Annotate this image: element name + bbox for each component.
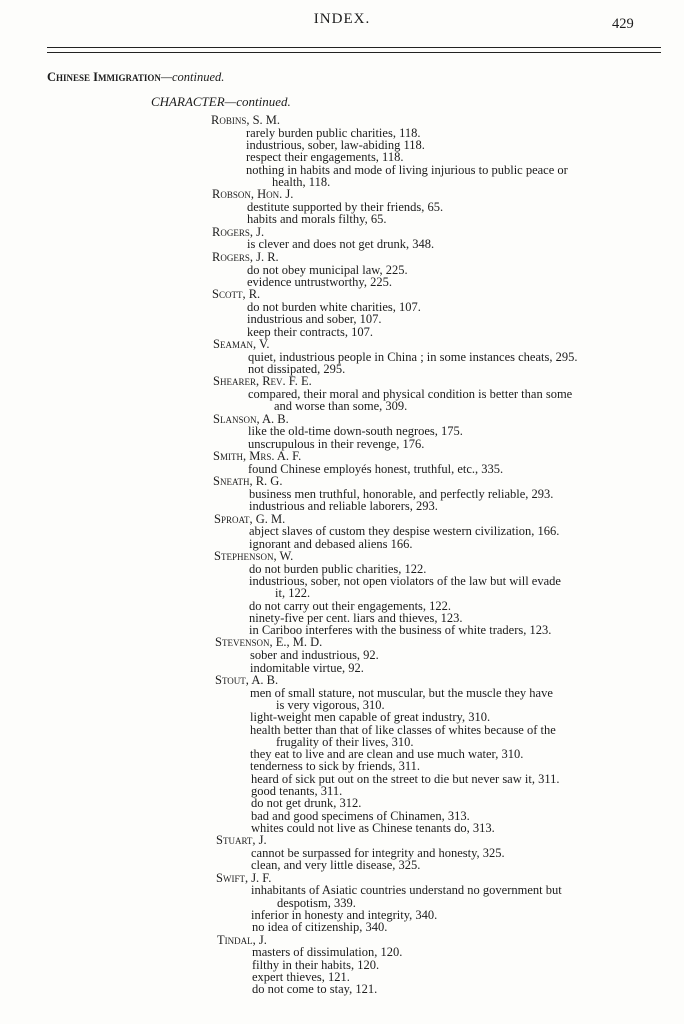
subitem-text: filthy in their habits, 120. [252,957,380,972]
entry-subitem [0,164,684,189]
entry-name: Robson, Hon. J. [212,187,294,202]
subitem-text: tenderness to sick by friends, 311. [250,759,420,774]
subitem-text: ninety-five per cent. liars and thieves, 123. [249,610,463,625]
entry-subitem [0,983,684,995]
subitem-text: inferior in honesty and integrity, 340. [251,908,438,922]
subitem-text: industrious and sober, 107. [247,312,382,327]
subsection-heading [151,94,291,110]
entry-subitem [0,859,684,871]
entry-name: Smith, Mrs. A. F. [213,449,302,464]
subitem-text: evidence untrustworthy, 225. [247,274,392,289]
entry-subitem [0,276,684,288]
index-entries [0,114,684,996]
header-rule-top [47,47,661,48]
subitem-text: health better than that of like classes of whites because of the [250,722,556,737]
subitem-text: ignorant and debased aliens 166. [249,536,413,551]
entry-subitem [0,500,684,512]
subitem-continuation: is very vigorous, 310. [276,697,385,712]
index-entry [0,226,684,251]
entry-name: Sneath, R. G. [213,474,283,489]
page-number: 429 [612,16,634,32]
entry-subitem [0,438,684,450]
entry-name: Stuart, J. [216,833,267,848]
entry-subitem [0,213,684,225]
section-title: Chinese Immigration [47,70,161,84]
entry-subitem [0,624,684,636]
subitem-text: cannot be surpassed for integrity and honesty, 325. [251,846,505,861]
entry-subitem [0,884,684,909]
index-entry [0,834,684,871]
index-entry [0,288,684,338]
subitem-text: no idea of citizenship, 340. [252,920,388,935]
entry-subitem [0,687,684,712]
entry-subitem [0,538,684,550]
subitem-text: men of small stature, not muscular, but the muscle they have [250,685,553,700]
subitem-text: do not come to stay, 121. [252,982,378,997]
index-entry [0,636,684,673]
subitem-text: found Chinese employés honest, truthful, etc., 335. [248,461,504,476]
running-head: INDEX. [313,11,371,27]
entry-name: Sproat, G. M. [214,511,286,526]
subitem-continuation: it, 122. [275,586,311,601]
entry-name: Stout, A. B. [215,672,279,687]
entry-name: Seaman, V. [213,336,270,351]
entry-name: Rogers, J. [212,224,265,239]
subitem-text: rarely burden public charities, 118. [246,125,421,140]
entry-subitem [0,463,684,475]
subitem-text: industrious and reliable laborers, 293. [249,499,438,514]
subitem-text: masters of dissimulation, 120. [252,945,403,960]
subitem-text: whites could not live as Chinese tenants do, 313. [251,820,495,835]
subitem-continuation: frugality of their lives, 310. [276,734,414,749]
subitem-text: unscrupulous in their revenge, 176. [248,436,425,451]
entry-subitem [0,662,684,674]
entry-subitem [0,388,684,413]
entry-name: Stephenson, W. [214,548,294,563]
subitem-text: quiet, industrious people in China ; in some instances cheats, 295. [248,349,578,364]
entry-name: Shearer, Rev. F. E. [213,374,312,389]
subitem-text: nothing in habits and mode of living injurious to public peace or [246,162,568,177]
entry-name: Tindal, J. [217,932,267,947]
subitem-text: do not get drunk, 312. [251,796,362,811]
index-entry [0,934,684,996]
entry-subitem [0,326,684,338]
index-entry [0,450,684,475]
index-entry [0,475,684,512]
subitem-text: abject slaves of custom they despise western civilization, 166. [249,524,560,539]
subitem-text: light-weight men capable of great industry, 310. [250,710,491,725]
subitem-text: clean, and very little disease, 325. [251,858,421,873]
index-entry [0,188,684,225]
subitem-text: expert thieves, 121. [252,969,350,984]
subitem-text: do not burden public charities, 122. [249,561,427,576]
index-entry [0,251,684,288]
subitem-text: inhabitants of Asiatic countries understand no government but [251,883,562,898]
index-entry [0,413,684,450]
subitem-text: keep their contracts, 107. [247,324,373,339]
subitem-text: do not carry out their engagements, 122. [249,598,452,613]
subitem-text: like the old-time down-south negroes, 175. [248,424,463,439]
entry-subitem [0,575,684,600]
subitem-text: industrious, sober, not open violators of the law but will evade [249,573,561,588]
subitem-continuation: and worse than some, 309. [274,399,408,414]
subitem-text: destitute supported by their friends, 65. [247,200,444,215]
subitem-text: habits and morals filthy, 65. [247,212,387,227]
subitem-text: compared, their moral and physical condition is better than some [248,387,573,402]
entry-subitem [0,822,684,834]
section-continued: —continued. [160,70,225,84]
entry-subitem [0,724,684,749]
subitem-text: bad and good specimens of Chinamen, 313. [251,808,470,823]
subsection-title: CHARACTER [151,94,225,109]
section-heading [47,70,224,85]
entry-name: Rogers, J. R. [212,249,279,264]
index-entry [0,550,684,637]
subsection-continued: —continued. [224,94,291,109]
subitem-text: business men truthful, honorable, and perfectly reliable, 293. [249,486,554,501]
subitem-text: indomitable virtue, 92. [250,660,364,675]
entry-subitem [0,238,684,250]
subitem-text: sober and industrious, 92. [250,648,379,663]
entry-name: Robins, S. M. [211,113,281,127]
index-entry [0,674,684,834]
entry-subitem [0,363,684,375]
subitem-text: do not obey municipal law, 225. [247,262,408,277]
subitem-continuation: despotism, 339. [277,895,356,910]
index-entry [0,513,684,550]
subitem-text: respect their engagements, 118. [246,150,404,165]
subitem-text: is clever and does not get drunk, 348. [247,237,435,252]
index-entry [0,338,684,375]
subitem-text: they eat to live and are clean and use much water, 310. [250,747,524,762]
subitem-text: not dissipated, 295. [248,361,346,376]
entry-name: Stevenson, E., M. D. [215,635,323,650]
subitem-continuation: health, 118. [272,174,331,189]
index-entry [0,114,684,188]
entry-subitem [0,921,684,933]
subitem-text: industrious, sober, law-abiding 118. [246,138,425,153]
entry-name: Scott, R. [212,287,261,302]
subitem-text: good tenants, 311. [251,784,343,799]
index-entry [0,375,684,412]
subitem-text: heard of sick put out on the street to die but never saw it, 311. [251,771,560,786]
index-entry [0,872,684,934]
subitem-text: do not burden white charities, 107. [247,299,421,314]
subitem-text: in Cariboo interferes with the business of white traders, 123. [249,623,552,638]
header-rule-bottom [47,52,661,53]
entry-name: Swift, J. F. [216,870,272,885]
entry-name: Slanson, A. B. [213,411,289,426]
